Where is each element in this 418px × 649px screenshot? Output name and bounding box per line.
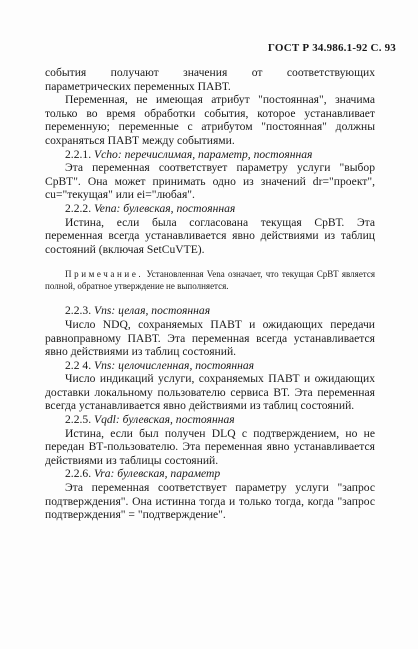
document-body: [45, 66, 375, 522]
section-body: Число индикаций услуги, сохраняемых ПАВТ и ожидающих доставки локальному пользователю сервиса ВТ. Эта переменная всегда устанавливается явно действиями из таблиц состояний.: [45, 372, 375, 413]
section-number: 2.2 4.: [65, 358, 92, 372]
section-heading: [45, 413, 375, 427]
section-body: Истина, если был получен DLQ с подтверждением, но не передан ВТ-пользователю. Эта переменная явно устанавливается действиями из таблицы состояний.: [45, 426, 375, 467]
section-body: Число NDQ, сохраняемых ПАВТ и ожидающих передачи равноправному ПАВТ. Эта переменная всегда устанавливается явно действиями из таблиц состояний.: [45, 317, 375, 359]
section-heading: [45, 467, 375, 481]
section-number: 2.2.5.: [65, 413, 92, 427]
section-title: Vns: целочисленная, постоянная: [94, 358, 255, 372]
section-body: Эта переменная соответствует параметру услуги "выбор СрВТ". Она может принимать одно из значений dr="проект", cu="текущая" или ei="любая".: [45, 161, 375, 202]
section-body: Эта переменная соответствует параметру услуги "запрос подтверждения". Она истинна тогда и только тогда, когда "запрос подтверждения" = "подтверждение".: [45, 481, 375, 522]
paragraph: Переменная, не имеющая атрибут "постоянная", значима только во время обработки события, которое устанавливает переменную; переменные с атрибутом "постоянная" должны сохраняться ПАВТ между событиями.: [45, 93, 375, 147]
spacer: [45, 292, 375, 304]
section-heading: [45, 202, 375, 216]
section-number: 2.2.6.: [65, 467, 92, 481]
note-text: Установленная Vena означает, что текущая СрВТ является полной, обратное утверждение не выполняется.: [45, 269, 375, 292]
page-header: ГОСТ Р 34.986.1-92 С. 93: [267, 42, 396, 54]
note-keyword: Примечание.: [65, 269, 144, 280]
section-number: 2.2.1.: [65, 147, 92, 161]
section-heading: [45, 304, 375, 318]
section-title: Vena: булевская, постоянная: [94, 201, 236, 215]
note: [45, 268, 375, 292]
paragraph: события получают значения от соответствующих параметрических переменных ПАВТ.: [45, 66, 375, 93]
section-title: Vqdl: булевская, постоянная: [94, 413, 235, 427]
section-body: Истина, если была согласована текущая СрВТ. Эта переменная всегда устанавливается явно действиями из таблиц состояний (включая SetCuVTE).: [45, 215, 375, 256]
section-heading: [45, 359, 375, 373]
section-number: 2.2.2.: [65, 201, 92, 215]
section-title: Vra: булевская, параметр: [94, 467, 221, 481]
section-number: 2.2.3.: [65, 304, 92, 318]
section-title: Vns: целая, постоянная: [94, 304, 211, 318]
section-title: Vcho: перечислимая, параметр, постоянная: [94, 147, 313, 161]
section-heading: [45, 148, 375, 162]
